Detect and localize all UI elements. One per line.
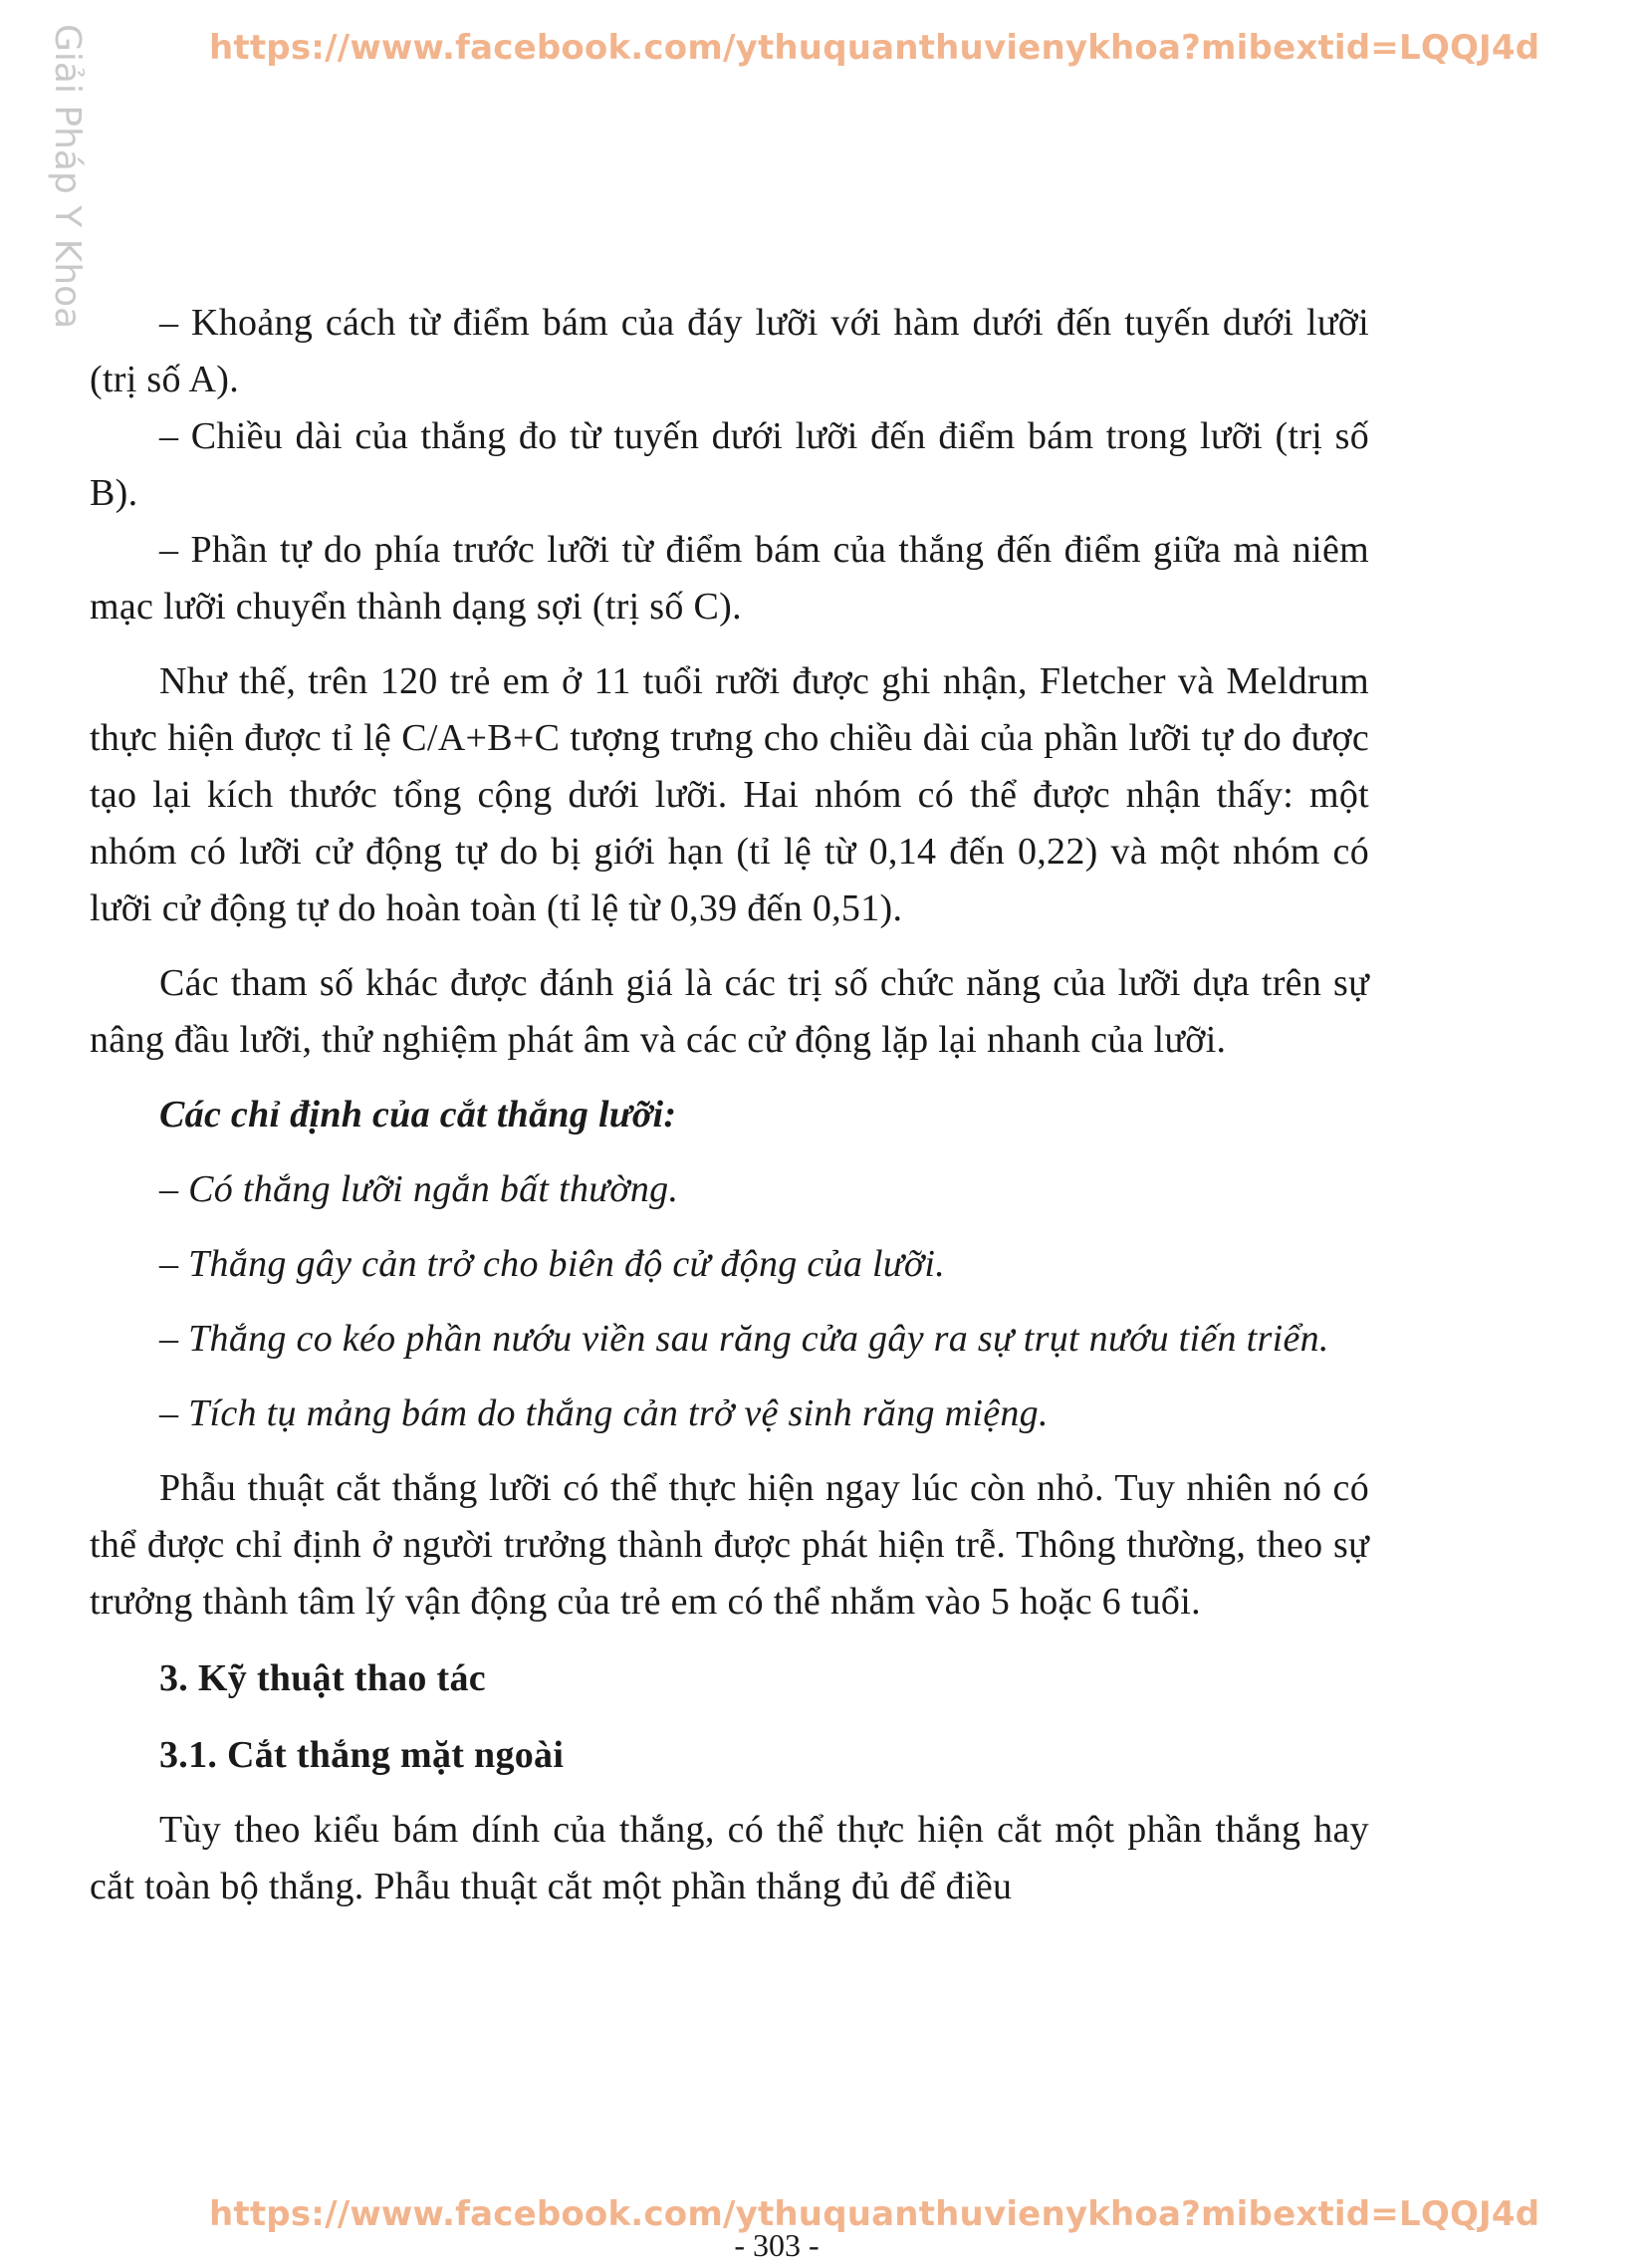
section-3-1-heading: 3.1. Cắt thắng mặt ngoài (159, 1734, 565, 1776)
paragraph-fletcher-meldrum: Như thế, trên 120 trẻ em ở 11 tuổi rưỡi được ghi nhận, Fletcher và Meldrum thực hiện được tỉ lệ C/A+B+C tượng trưng cho chiều dài của phần lưỡi tự do được tạo lại kích thước tổng cộng dưới lưỡi. Hai nhóm có thể được nhận thấy: một nhóm có lưỡi cử động tự do bị giới hạn (tỉ lệ từ 0,14 đến 0,22) và một nhóm có lưỡi cử động tự do hoàn toàn (tỉ lệ từ 0,39 đến 0,51). (90, 660, 1369, 929)
indication-item-1: – Có thắng lưỡi ngắn bất thường. (159, 1168, 679, 1210)
indication-item-2: – Thắng gây cản trở cho biên độ cử động của lưỡi. (159, 1243, 946, 1285)
facebook-link-top[interactable]: https://www.facebook.com/ythuquanthuvienykhoa?mibextid=LQQJ4d (209, 28, 1540, 68)
side-watermark (6, 14, 88, 333)
page-number: - 303 - (734, 2227, 820, 2263)
list-item-value-a: – Khoảng cách từ điểm bám của đáy lưỡi với hàm dưới đến tuyến dưới lưỡi (trị số A). (90, 302, 1369, 400)
indications-heading: Các chỉ định của cắt thắng lưỡi: (159, 1094, 677, 1135)
indication-item-3: – Thắng co kéo phần nướu viền sau răng cửa gây ra sự trụt nướu tiến triển. (159, 1318, 1329, 1360)
indication-item-4: – Tích tụ mảng bám do thắng cản trở vệ sinh răng miệng. (159, 1392, 1049, 1434)
paragraph-other-parameters: Các tham số khác được đánh giá là các trị số chức năng của lưỡi dựa trên sự nâng đầu lưỡi, thử nghiệm phát âm và các cử động lặp lại nhanh của lưỡi. (90, 962, 1369, 1061)
side-watermark-text: Giải Pháp Y Khoa (47, 24, 88, 330)
list-item-value-c: – Phần tự do phía trước lưỡi từ điểm bám của thắng đến điểm giữa mà niêm mạc lưỡi chuyển thành dạng sợi (trị số C). (90, 529, 1369, 628)
facebook-link-bottom[interactable]: https://www.facebook.com/ythuquanthuvienykhoa?mibextid=LQQJ4d (209, 2194, 1540, 2234)
paragraph-frenectomy-types: Tùy theo kiểu bám dính của thắng, có thể thực hiện cắt một phần thắng hay cắt toàn bộ thắng. Phẫu thuật cắt một phần thắng đủ để điều (90, 1809, 1369, 1907)
page-content (90, 295, 1369, 1915)
list-item-value-b: – Chiều dài của thắng đo từ tuyến dưới lưỡi đến điểm bám trong lưỡi (trị số B). (90, 415, 1369, 514)
section-3-heading: 3. Kỹ thuật thao tác (159, 1657, 486, 1699)
paragraph-surgery-timing: Phẫu thuật cắt thắng lưỡi có thể thực hiện ngay lúc còn nhỏ. Tuy nhiên nó có thể được chỉ định ở người trưởng thành được phát hiện trễ. Thông thường, theo sự trưởng thành tâm lý vận động của trẻ em có thể nhắm vào 5 hoặc 6 tuổi. (90, 1467, 1369, 1623)
